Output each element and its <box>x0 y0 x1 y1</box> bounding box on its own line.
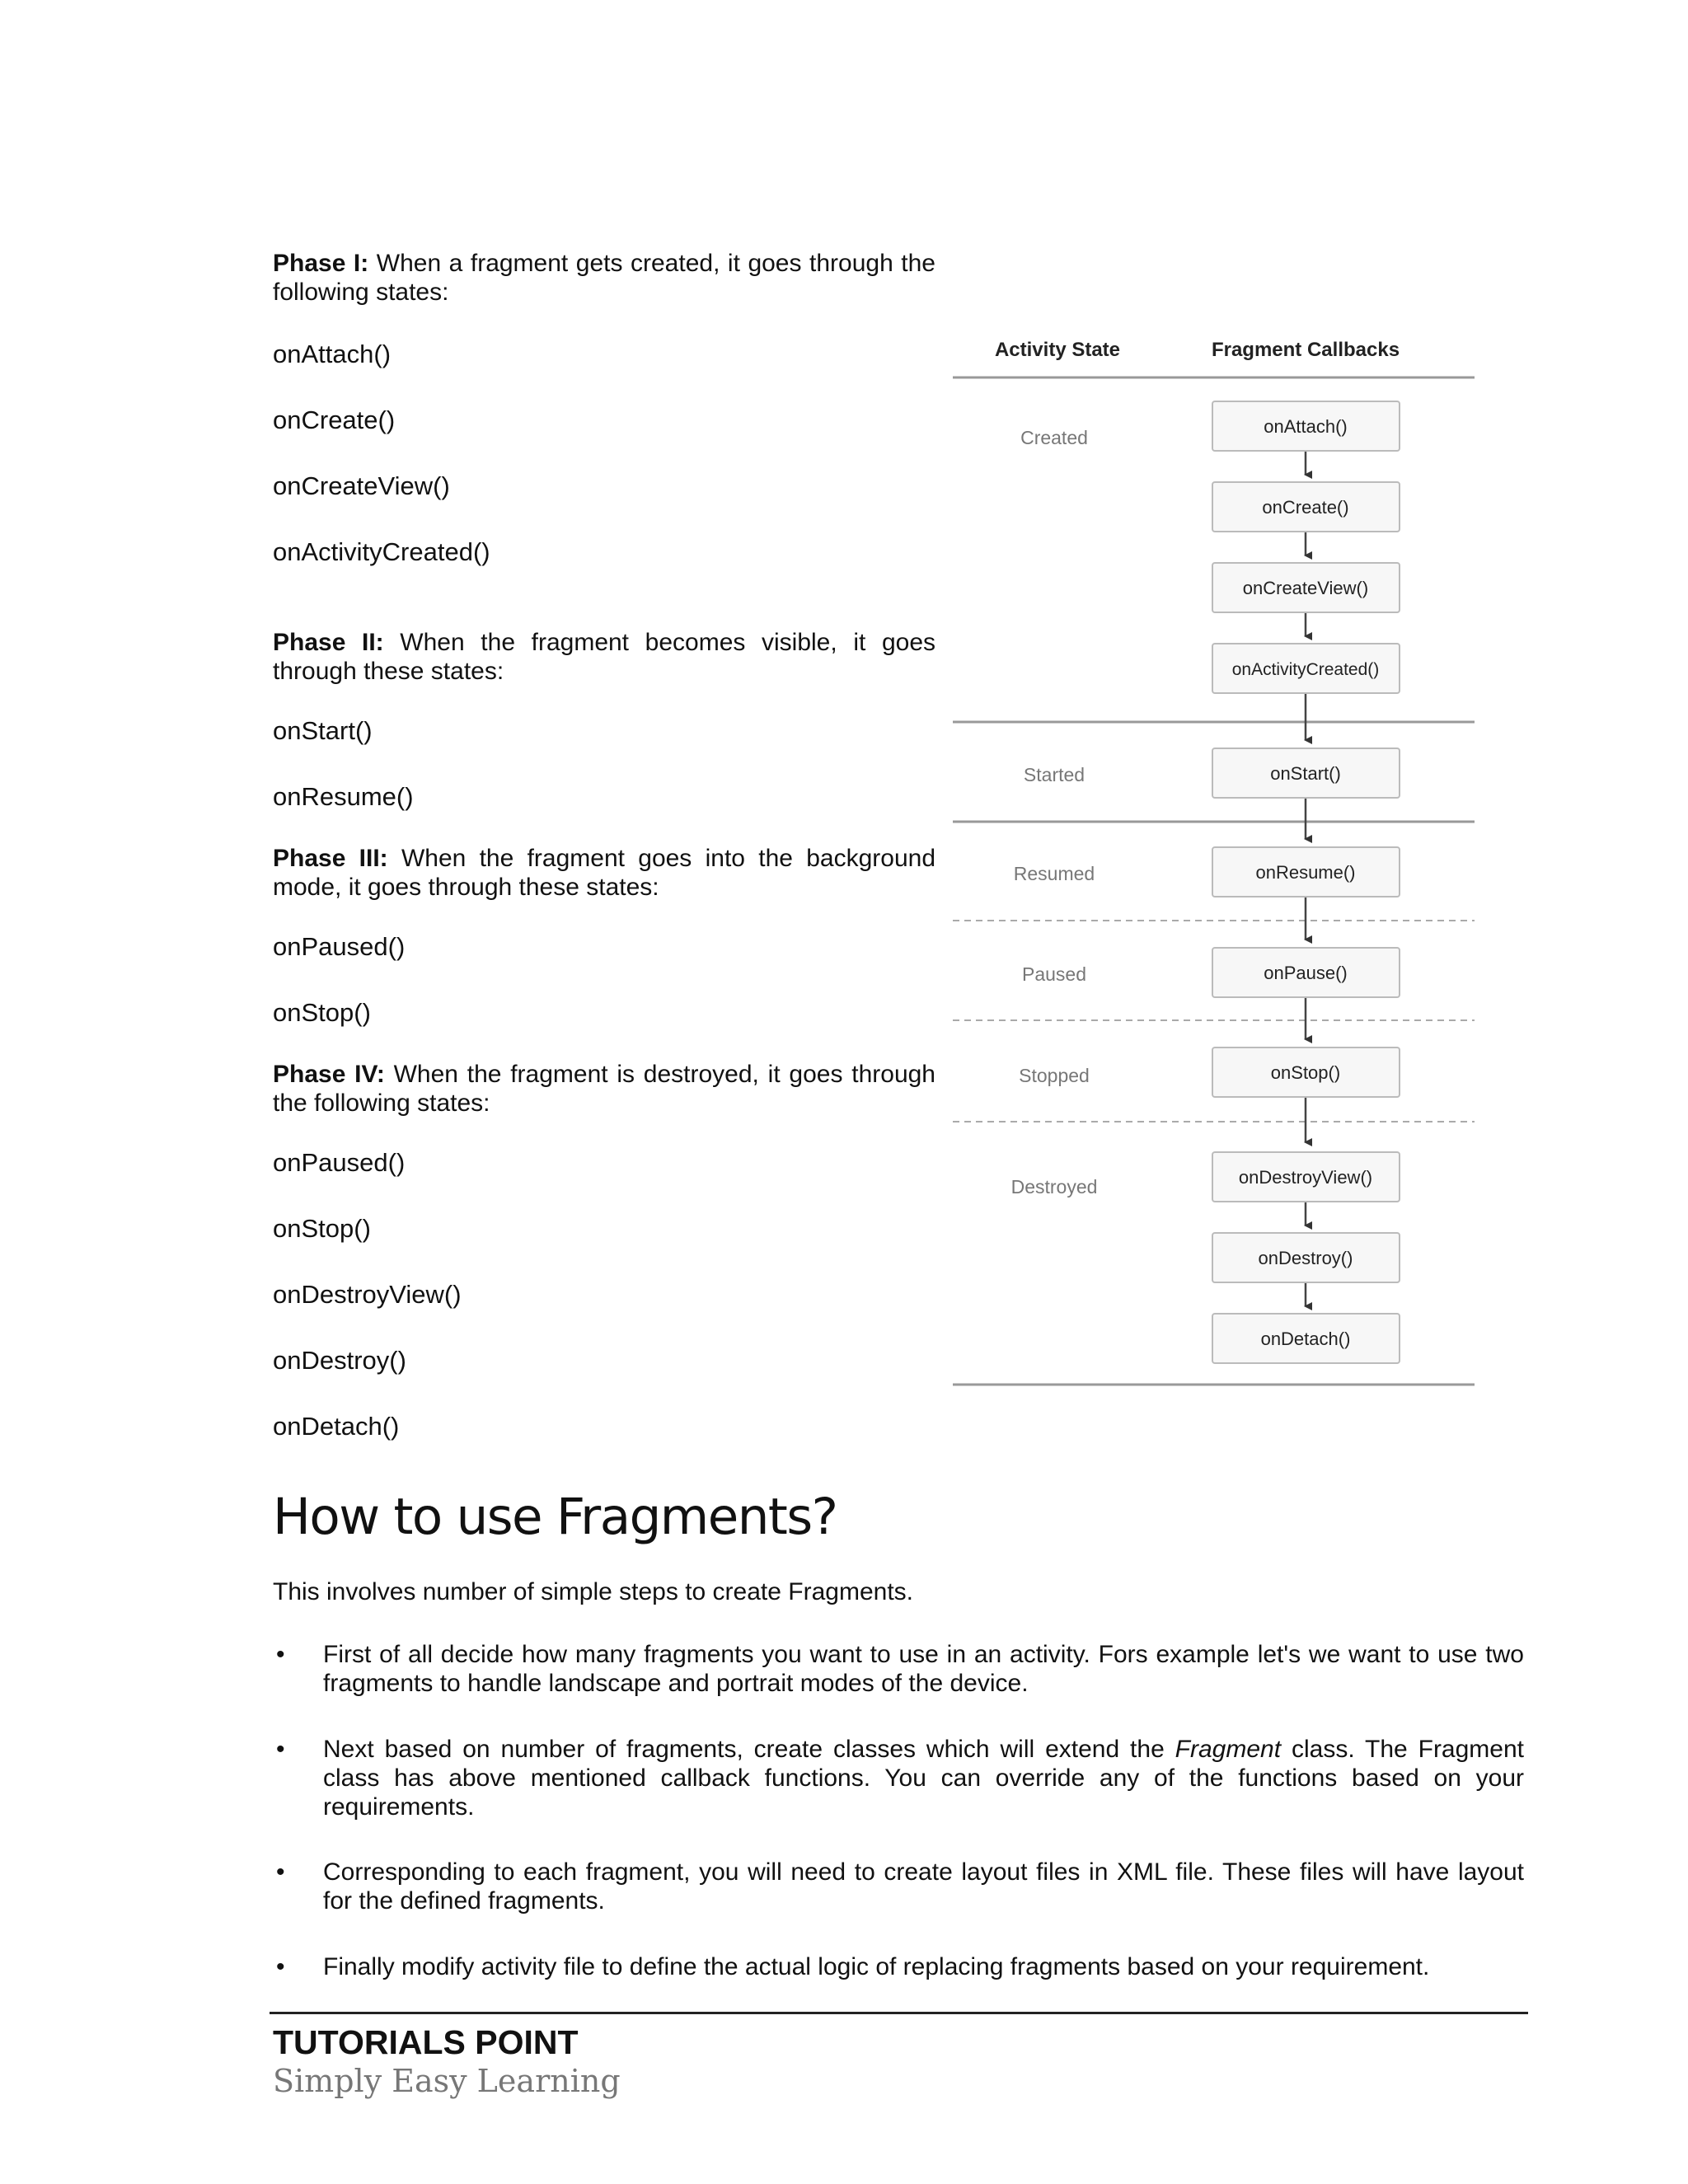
phase4-text: When the fragment is destroyed, it goes through the following states: <box>273 1061 935 1117</box>
phase1-state: onCreateView() <box>273 471 450 500</box>
bullet-icon: • <box>276 1736 285 1763</box>
phase4-state: onPaused() <box>273 1148 406 1177</box>
callback-label: onCreateView() <box>1242 578 1369 598</box>
phase2-label: Phase II: <box>273 629 384 656</box>
bullet-icon: • <box>276 1858 285 1886</box>
callback-label: onResume() <box>1255 862 1356 883</box>
phase2-state: onResume() <box>273 782 414 811</box>
phase1-state: onCreate() <box>273 405 396 434</box>
phase4-state: onDestroyView() <box>273 1280 462 1309</box>
activity-state-label: Destroyed <box>1010 1176 1098 1197</box>
list-item-text: Corresponding to each fragment, you will need to create layout files in XML file. These files will have layout for the defined fragments. <box>323 1858 1524 1915</box>
callback-label: onDestroyView() <box>1238 1167 1373 1188</box>
activity-state-label: Created <box>1020 427 1088 448</box>
phase2-text: When the fragment becomes visible, it goes through these states: <box>273 629 935 685</box>
callback-label: onDestroy() <box>1258 1248 1353 1268</box>
list-item-text: First of all decide how many fragments you want to use in an activity. Fors example let's we want to use two fragments to handle landscape and portrait modes of the device. <box>323 1641 1524 1697</box>
phase1-label: Phase I: <box>273 250 369 277</box>
callback-label: onAttach() <box>1264 416 1348 437</box>
phase4-state: onDetach() <box>273 1412 400 1441</box>
phase4-state: onStop() <box>273 1214 371 1243</box>
activity-state-label: Stopped <box>1019 1065 1090 1086</box>
phase1-state: onAttach() <box>273 340 392 368</box>
phase1-text: When a fragment gets created, it goes through the following states: <box>273 250 935 306</box>
bullet-icon: • <box>276 1953 285 1980</box>
callback-label: onCreate() <box>1262 497 1349 518</box>
fragment-class-name: Fragment <box>1175 1736 1282 1763</box>
activity-state-label: Started <box>1023 764 1085 785</box>
activity-state-label: Paused <box>1021 963 1087 985</box>
section-intro: This involves number of simple steps to create Fragments. <box>273 1578 913 1605</box>
callback-label: onStop() <box>1270 1062 1341 1083</box>
footer-tagline: Simply Easy Learning <box>273 2063 621 2099</box>
callback-label: onStart() <box>1270 763 1341 784</box>
bullet-icon: • <box>276 1641 285 1668</box>
phase2-state: onStart() <box>273 716 373 745</box>
footer-brand: TUTORIALS POINT <box>273 2023 579 2061</box>
callback-label: onPause() <box>1264 963 1348 983</box>
callback-label: onDetach() <box>1260 1329 1351 1349</box>
phase3-text: When the fragment goes into the background mode, it goes through these states: <box>273 845 936 901</box>
phase4-label: Phase IV: <box>273 1061 385 1088</box>
phase1-state: onActivityCreated() <box>273 537 490 566</box>
list-item-text: Next based on number of fragments, create classes which will extend the Fragment class. The Fragment class has above mentioned callback functions. You can override any of the functions based on your requirements. <box>323 1736 1524 1821</box>
section-heading: How to use Fragments? <box>273 1488 837 1546</box>
phase4-state: onDestroy() <box>273 1346 406 1375</box>
activity-state-label: Resumed <box>1013 863 1095 884</box>
phase3-state: onPaused() <box>273 932 406 961</box>
phase3-label: Phase III: <box>273 845 388 872</box>
fragment-callbacks-header: Fragment Callbacks <box>1211 339 1400 361</box>
footer-divider <box>270 2012 1528 2014</box>
phase3-state: onStop() <box>273 998 371 1027</box>
list-item-text: Finally modify activity file to define the actual logic of replacing fragments based on your requirement. <box>323 1953 1430 1980</box>
activity-state-header: Activity State <box>994 339 1121 361</box>
callback-label: onActivityCreated() <box>1231 660 1380 679</box>
